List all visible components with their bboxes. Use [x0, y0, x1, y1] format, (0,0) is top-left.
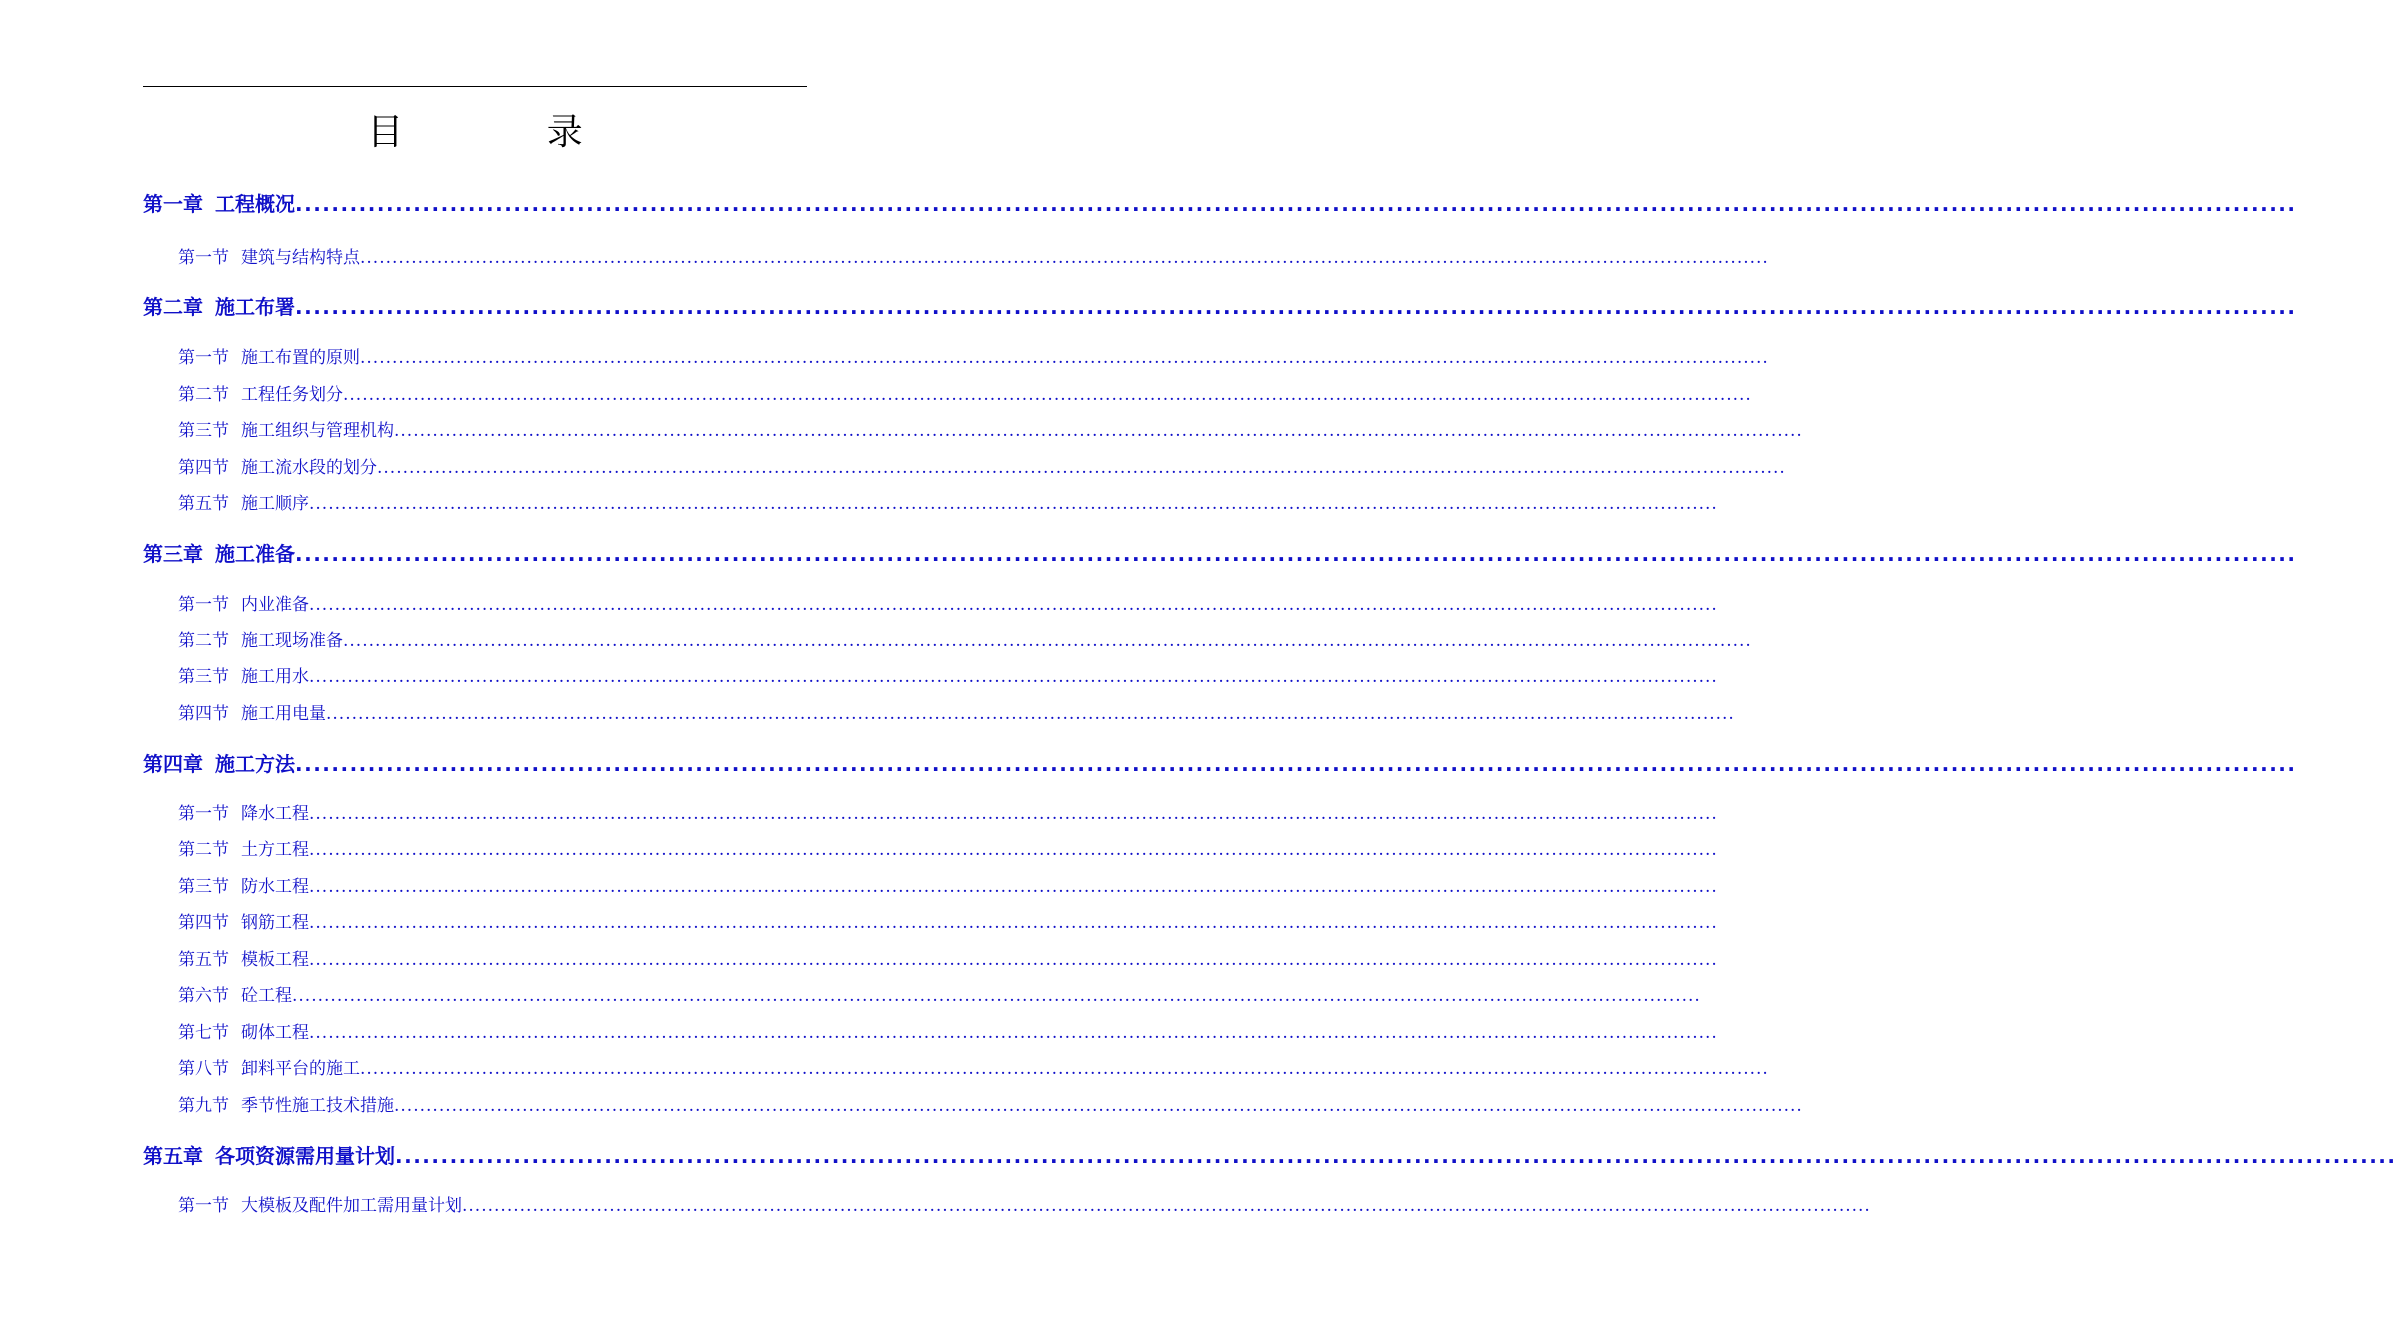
- toc-section-entry[interactable]: [143, 343, 1769, 368]
- entry-title: 施工用电量: [241, 704, 326, 724]
- dot-leader: ............................................................................................................................................................................................................................: [360, 248, 1769, 268]
- dot-leader: ............................................................................................................................................................................................................................: [309, 840, 1718, 860]
- entry-number: 第三节: [178, 421, 229, 441]
- entry-number: 第二节: [178, 631, 229, 651]
- dot-leader: ............................................................................................................................................................................................................................: [309, 494, 1718, 514]
- toc-section-entry[interactable]: [143, 626, 1752, 651]
- toc-section-entry[interactable]: [143, 590, 1718, 615]
- toc-section-entry[interactable]: [143, 416, 1803, 441]
- dot-leader: ............................................................................................................................................................................................................................: [309, 950, 1718, 970]
- entry-number: 第六节: [178, 986, 229, 1006]
- entry-number: 第一节: [178, 348, 229, 368]
- dot-leader: ............................................................................................................................................................................................................................: [394, 1096, 1803, 1116]
- dot-leader: ............................................................................................................................................................................................................................: [295, 752, 2297, 776]
- entry-number: 第四节: [178, 913, 229, 933]
- toc-section-entry[interactable]: [143, 908, 1718, 933]
- entry-title: 季节性施工技术措施: [241, 1096, 394, 1116]
- entry-number: 第一节: [178, 804, 229, 824]
- entry-number: 第五节: [178, 950, 229, 970]
- entry-title: 钢筋工程: [241, 913, 309, 933]
- entry-number: 第五章: [143, 1144, 203, 1168]
- toc-chapter-entry[interactable]: [143, 1140, 2396, 1169]
- toc-section-entry[interactable]: [143, 799, 1718, 824]
- entry-number: 第三节: [178, 877, 229, 897]
- entry-title: 卸料平台的施工: [241, 1059, 360, 1079]
- entry-title: 模板工程: [241, 950, 309, 970]
- toc-chapter-entry[interactable]: [143, 291, 2297, 320]
- dot-leader: ............................................................................................................................................................................................................................: [309, 877, 1718, 897]
- dot-leader: ............................................................................................................................................................................................................................: [343, 631, 1752, 651]
- entry-title: 工程概况: [215, 192, 295, 216]
- dot-leader: ............................................................................................................................................................................................................................: [394, 421, 1803, 441]
- toc-section-entry[interactable]: [143, 872, 1718, 897]
- dot-leader: ............................................................................................................................................................................................................................: [343, 385, 1752, 405]
- toc-section-entry[interactable]: [143, 699, 1735, 724]
- entry-title: 施工顺序: [241, 494, 309, 514]
- entry-number: 第二节: [178, 385, 229, 405]
- toc-section-entry[interactable]: [143, 380, 1752, 405]
- entry-title: 施工现场准备: [241, 631, 343, 651]
- entry-title: 各项资源需用量计划: [215, 1144, 395, 1168]
- entry-number: 第七节: [178, 1023, 229, 1043]
- entry-number: 第一章: [143, 192, 203, 216]
- dot-leader: ............................................................................................................................................................................................................................: [309, 1023, 1718, 1043]
- entry-title: 施工组织与管理机构: [241, 421, 394, 441]
- entry-title: 土方工程: [241, 840, 309, 860]
- entry-number: 第二章: [143, 295, 203, 319]
- entry-title: 大模板及配件加工需用量计划: [241, 1196, 462, 1216]
- toc-chapter-entry[interactable]: [143, 748, 2297, 777]
- entry-title: 降水工程: [241, 804, 309, 824]
- header-rule: [143, 86, 807, 87]
- entry-title: 砌体工程: [241, 1023, 309, 1043]
- toc-section-entry[interactable]: [143, 1091, 1803, 1116]
- entry-number: 第一节: [178, 595, 229, 615]
- entry-title: 防水工程: [241, 877, 309, 897]
- entry-number: 第八节: [178, 1059, 229, 1079]
- toc-section-entry[interactable]: [143, 835, 1718, 860]
- toc-section-entry[interactable]: [143, 945, 1718, 970]
- entry-title: 工程任务划分: [241, 385, 343, 405]
- entry-number: 第四节: [178, 704, 229, 724]
- dot-leader: ............................................................................................................................................................................................................................: [295, 192, 2297, 216]
- toc-section-entry[interactable]: [143, 243, 1769, 268]
- entry-title: 施工流水段的划分: [241, 458, 377, 478]
- entry-title: 施工布置的原则: [241, 348, 360, 368]
- dot-leader: ............................................................................................................................................................................................................................: [309, 804, 1718, 824]
- page-title: 目 录: [367, 112, 649, 153]
- toc-section-entry[interactable]: [143, 1054, 1769, 1079]
- entry-title: 内业准备: [241, 595, 309, 615]
- entry-number: 第三节: [178, 667, 229, 687]
- entry-title: 砼工程: [241, 986, 292, 1006]
- toc-section-entry[interactable]: [143, 1018, 1718, 1043]
- dot-leader: ............................................................................................................................................................................................................................: [360, 348, 1769, 368]
- toc-section-entry[interactable]: [143, 453, 1786, 478]
- entry-number: 第二节: [178, 840, 229, 860]
- entry-number: 第九节: [178, 1096, 229, 1116]
- dot-leader: ............................................................................................................................................................................................................................: [309, 913, 1718, 933]
- dot-leader: ............................................................................................................................................................................................................................: [292, 986, 1701, 1006]
- entry-number: 第一节: [178, 248, 229, 268]
- entry-title: 施工用水: [241, 667, 309, 687]
- entry-number: 第四节: [178, 458, 229, 478]
- dot-leader: ............................................................................................................................................................................................................................: [360, 1059, 1769, 1079]
- toc-section-entry[interactable]: [143, 1191, 1871, 1216]
- toc-chapter-entry[interactable]: [143, 538, 2297, 567]
- entry-title: 施工准备: [215, 542, 295, 566]
- toc-section-entry[interactable]: [143, 662, 1718, 687]
- entry-number: 第三章: [143, 542, 203, 566]
- dot-leader: ............................................................................................................................................................................................................................: [309, 667, 1718, 687]
- dot-leader: ............................................................................................................................................................................................................................: [295, 542, 2297, 566]
- dot-leader: ............................................................................................................................................................................................................................: [309, 595, 1718, 615]
- dot-leader: ............................................................................................................................................................................................................................: [377, 458, 1786, 478]
- toc-section-entry[interactable]: [143, 981, 1701, 1006]
- toc-section-entry[interactable]: [143, 489, 1718, 514]
- entry-number: 第四章: [143, 752, 203, 776]
- dot-leader: ............................................................................................................................................................................................................................: [326, 704, 1735, 724]
- dot-leader: ............................................................................................................................................................................................................................: [295, 295, 2297, 319]
- dot-leader: ............................................................................................................................................................................................................................: [395, 1144, 2396, 1168]
- dot-leader: ............................................................................................................................................................................................................................: [462, 1196, 1871, 1216]
- entry-number: 第一节: [178, 1196, 229, 1216]
- toc-chapter-entry[interactable]: [143, 188, 2297, 217]
- entry-title: 施工方法: [215, 752, 295, 776]
- entry-number: 第五节: [178, 494, 229, 514]
- entry-title: 建筑与结构特点: [241, 248, 360, 268]
- entry-title: 施工布署: [215, 295, 295, 319]
